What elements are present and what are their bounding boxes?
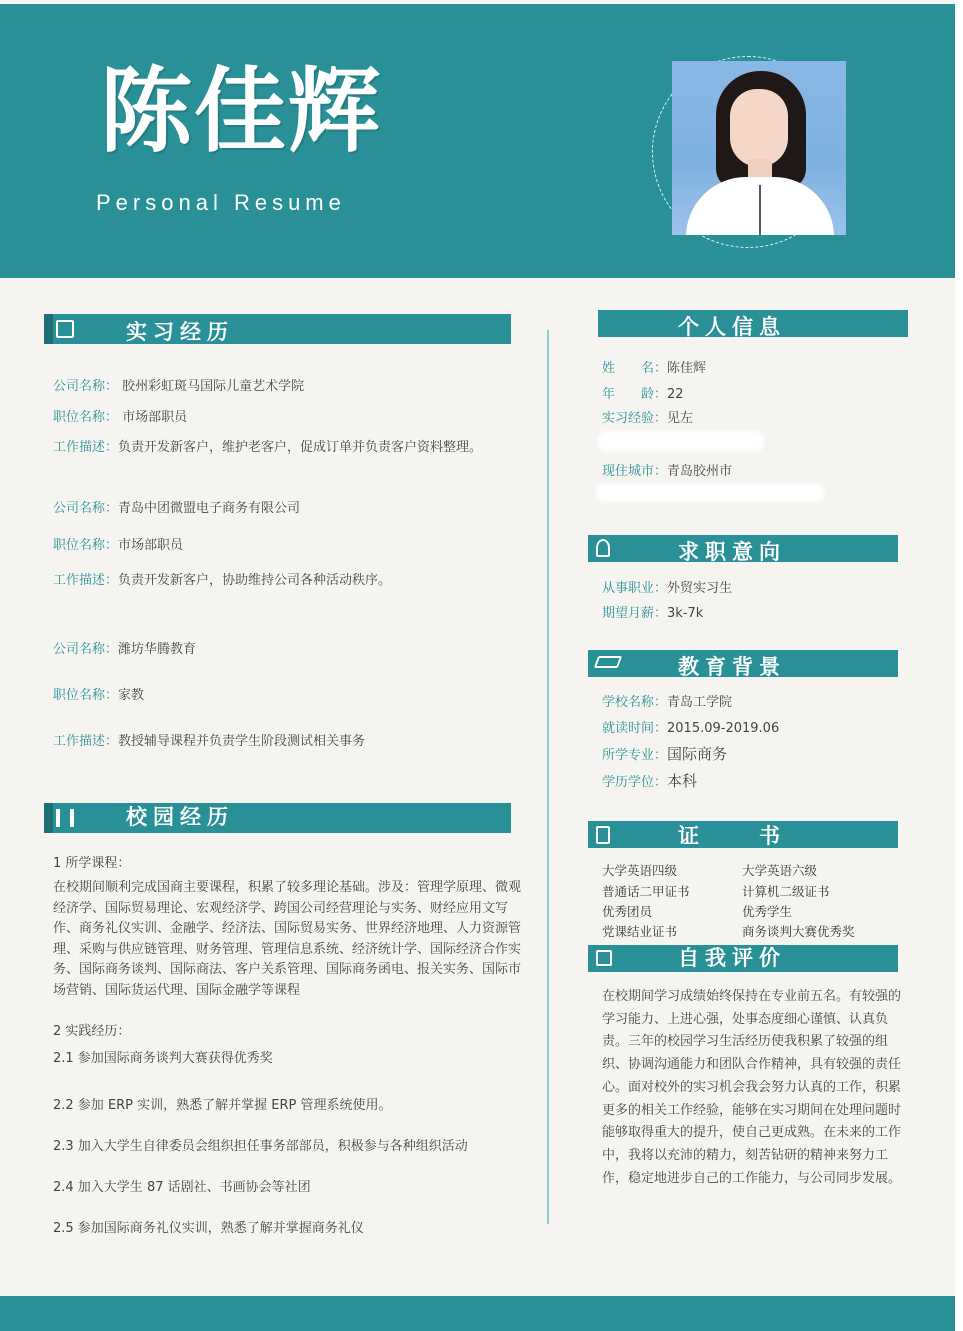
education-degree: 学历学位：本科 (602, 772, 698, 790)
education-school: 学校名称：青岛工学院 (602, 695, 733, 710)
education-major: 所学专业：国际商务 (602, 745, 728, 763)
section-internship (44, 314, 511, 344)
certificate-icon (596, 826, 610, 844)
practice-item-1: 2.1 参加国际商务谈判大赛获得优秀奖 (53, 1051, 273, 1066)
internship-position-3: 职位名称：家教 (53, 688, 145, 703)
internship-position-2: 职位名称：市场部职员 (53, 538, 184, 553)
section-campus (44, 803, 511, 833)
resume-subtitle: Personal Resume (96, 190, 346, 215)
section-personal (598, 310, 908, 337)
certificate-item: 优秀学生 (742, 904, 793, 919)
self-evaluation-text: 在校期间学习成绩始终保持在专业前五名。有较强的学习能力、上进心强，处事态度细心谨慎、认真负责。三年的校园学习生活经历使我积累了较强的组织、协调沟通能力和团队合作精神，具有较强的责任心。面对校外的实习机会我会努力认真的工作，积累更多的相关工作经验，能够在实习期间在处理问题时能够取得重大的提升，使自己更成熟。在未来的工作中，我将以充沛的精力，刻苦钻研的精神来努力工作，稳定地进步自己的工作能力，与公司同步发展。 (602, 989, 902, 1186)
practice-item-3: 2.3 加入大学生自律委员会组织担任事务部部员，积极参与各种组织活动 (53, 1139, 468, 1154)
certificate-item: 计算机二级证书 (742, 884, 830, 899)
section-certificates (588, 821, 898, 848)
practice-item-5: 2.5 参加国际商务礼仪实训，熟悉了解并掌握商务礼仪 (53, 1221, 364, 1236)
certificate-item: 优秀团员 (602, 904, 653, 919)
internship-desc-2: 工作描述：负责开发新客户，协助维持公司各种活动秩序。 (53, 573, 392, 588)
person-icon (596, 539, 610, 557)
section-title: 求职意向 (678, 540, 786, 564)
internship-position-1: 职位名称： 市场部职员 (53, 410, 188, 425)
job-occupation: 从事职业：外贸实习生 (602, 581, 733, 596)
internship-company-3: 公司名称：潍坊华腾教育 (53, 642, 197, 657)
internship-desc-3: 工作描述：教授辅导课程并负责学生阶段测试相关事务 (53, 734, 366, 749)
profile-photo (672, 61, 846, 235)
section-title: 自我评价 (678, 946, 786, 970)
redacted-field (596, 484, 824, 502)
certificate-item: 党课结业证书 (602, 924, 678, 939)
save-icon (596, 950, 612, 966)
section-self-evaluation (588, 945, 898, 972)
redacted-field (598, 431, 764, 451)
practice-item-2: 2.2 参加 ERP 实训，熟悉了解并掌握 ERP 管理系统使用。 (53, 1098, 392, 1113)
section-education (588, 650, 898, 677)
section-job-intent (588, 535, 898, 562)
internship-company-1: 公司名称： 胶州彩虹斑马国际儿童艺术学院 (53, 379, 305, 394)
personal-name: 姓 名：陈佳辉 (602, 361, 707, 376)
courses-heading: 1 所学课程： (53, 856, 131, 871)
internship-desc-1: 工作描述：负责开发新客户，维护老客户，促成订单并负责客户资料整理。 (53, 440, 483, 455)
books-icon (56, 809, 74, 827)
certificate-item: 大学英语六级 (742, 863, 818, 878)
personal-age: 年 龄：22 (602, 387, 684, 402)
courses-text: 在校期间顺利完成国商主要课程，积累了较多理论基础。涉及：管理学原理、微观经济学、国际贸易理论、宏观经济学、跨国公司经营理论与实务、财经应用文写作、商务礼仪实训、金融学、经济法、国际贸易实务、世界经济地理、人力资源管理、采购与供应链管理、财务管理、管理信息系统、经济统计学、国际经济合作实务、国际商务谈判、国际商法、客户关系管理、国际商务函电、报关实务、国际市场营销、国际货运代理、国际金融学等课程 (53, 880, 522, 998)
section-title: 校园经历 (126, 805, 234, 829)
practice-item-4: 2.4 加入大学生 87 话剧社、书画协会等社团 (53, 1180, 311, 1195)
clipboard-icon (56, 320, 74, 338)
certificate-item: 商务谈判大赛优秀奖 (742, 924, 855, 939)
job-salary: 期望月薪：3k-7k (602, 606, 704, 621)
practice-heading: 2 实践经历： (53, 1024, 131, 1039)
footer-bar (0, 1296, 955, 1331)
personal-experience: 实习经验：见左 (602, 411, 694, 426)
certificate-item: 普通话二甲证书 (602, 884, 690, 899)
certificate-item: 大学英语四级 (602, 863, 678, 878)
section-title: 证 书 (678, 824, 786, 848)
section-title: 个人信息 (678, 315, 786, 339)
section-title: 实习经历 (126, 320, 234, 344)
candidate-name: 陈佳辉 (100, 58, 383, 165)
personal-city: 现住城市：青岛胶州市 (602, 464, 733, 479)
education-period: 就读时间：2015.09-2019.06 (602, 721, 780, 736)
header-banner (0, 4, 955, 278)
column-divider (547, 330, 549, 1224)
internship-company-2: 公司名称：青岛中团微盟电子商务有限公司 (53, 501, 301, 516)
graduation-cap-icon (594, 656, 622, 668)
section-title: 教育背景 (678, 655, 786, 679)
